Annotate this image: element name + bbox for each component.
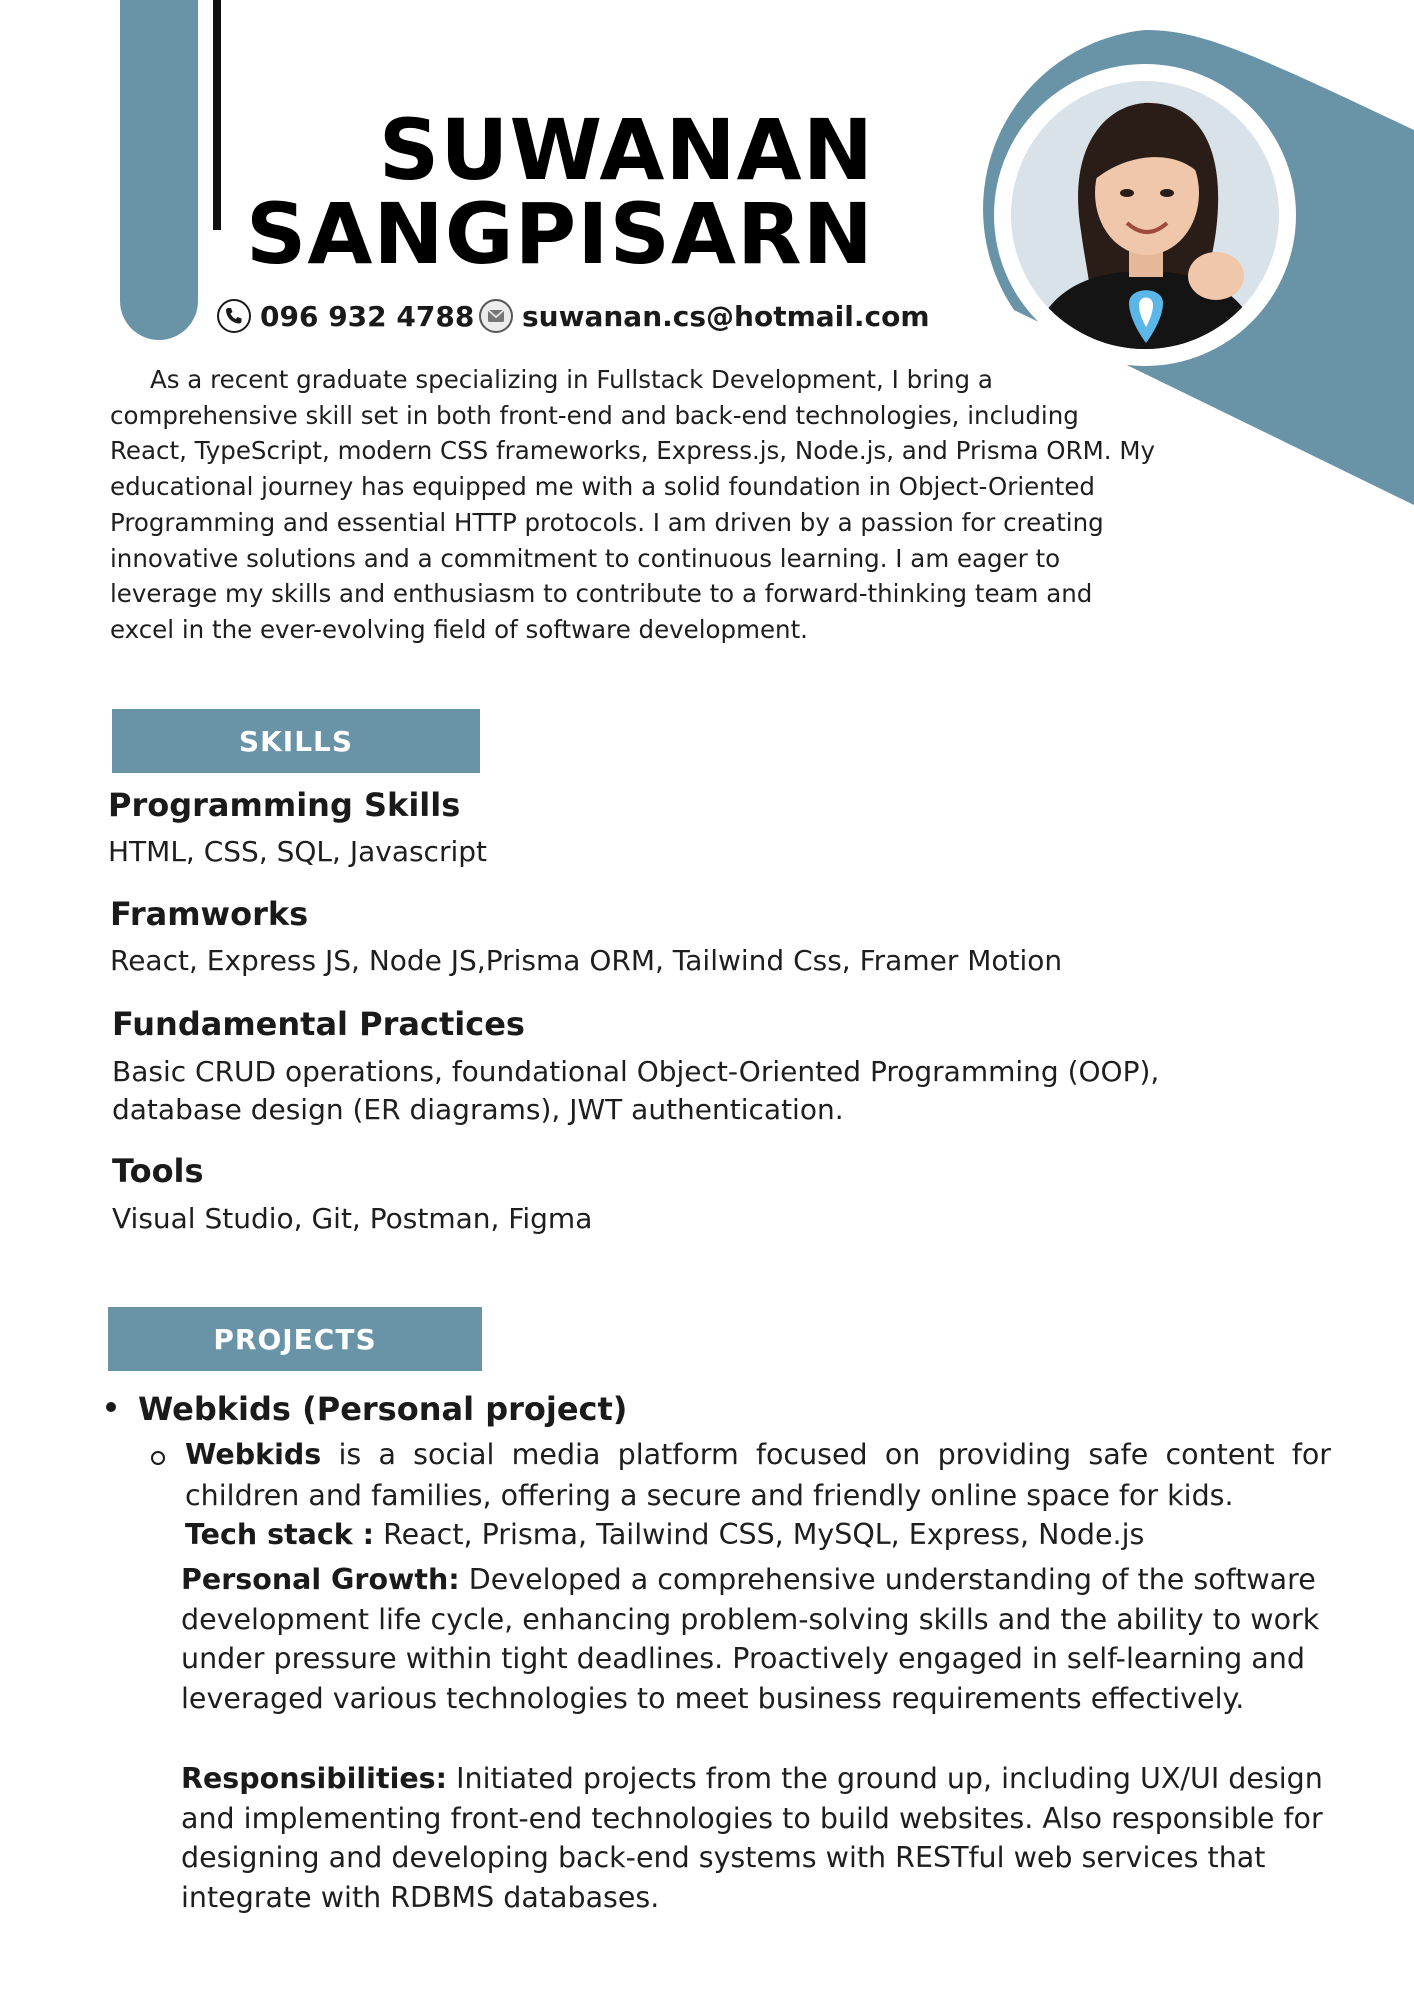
growth-label: Personal Growth: [181,1563,460,1596]
phone-number: 096 932 4788 [260,299,475,333]
contact-email[interactable] [478,296,930,336]
first-name: SUWANAN [378,101,874,199]
skill-title-programming: Programming Skills [108,786,461,824]
responsibilities-text: Initiated projects from the ground up, including UX/UI design and implementing front-end technologies to build websites. Also responsible for designing and developing back-end systems with RESTful web services that integrate with RDBMS databases. [181,1762,1323,1914]
contact-phone[interactable] [216,296,474,336]
growth-text: Developed a comprehensive understanding of the software development life cycle, enhancing problem-solving skills and the ability to work under pressure within tight deadlines. Proactively engaged in self-learning and leveraged various technologies to meet business requirements effectively. [181,1563,1320,1715]
skills-section-header: SKILLS [112,709,480,773]
skill-text-frameworks: React, Express JS, Node JS,Prisma ORM, Tailwind Css, Framer Motion [110,944,1063,977]
project-description [185,1434,1331,1516]
profile-photo [1011,81,1279,349]
skill-text-programming: HTML, CSS, SQL, Javascript [108,835,487,868]
last-name: SANGPISARN [245,185,874,283]
skill-text-tools: Visual Studio, Git, Postman, Figma [112,1202,593,1235]
project-responsibilities [181,1759,1331,1917]
project-description-text: is a social media platform focused on providing safe content for children and families, offering a secure and friendly online space for kids. [185,1438,1332,1512]
tech-stack-label: Tech stack : [185,1518,375,1551]
tech-stack-text: React, Prisma, Tailwind CSS, MySQL, Express, Node.js [383,1518,1145,1551]
project-title-text: Webkids (Personal project) [138,1390,628,1428]
projects-section-header: PROJECTS [108,1307,482,1371]
project-tech-stack [185,1518,1144,1551]
responsibilities-label: Responsibilities: [181,1762,448,1795]
full-name [245,101,874,283]
skill-title-frameworks: Framworks [110,895,309,933]
mail-icon [478,298,514,334]
skill-title-fundamentals: Fundamental Practices [112,1005,525,1043]
project-name: Webkids [185,1438,322,1471]
project-personal-growth [181,1560,1331,1718]
skill-title-tools: Tools [112,1152,204,1190]
project-title [106,1390,627,1428]
bullet-circle [151,1451,165,1465]
bullet-dot [106,1402,116,1412]
skill-text-fundamentals: Basic CRUD operations, foundational Object-Oriented Programming (OOP), database design (ER diagrams), JWT authentication. [112,1055,1160,1126]
email-address: suwanan.cs@hotmail.com [522,299,930,333]
phone-icon [216,298,252,334]
summary-paragraph: As a recent graduate specializing in Fullstack Development, I bring a comprehensive skill set in both front-end and back-end technologies, including React, TypeScript, modern CSS frameworks, Express.js, Node.js, and Prisma ORM. My educational journey has equipped me with a solid foundation in Object-Oriented Programming and essential HTTP protocols. I am driven by a passion for creating innovative solutions and a commitment to continuous learning. I am eager to leverage my skills and enthusiasm to contribute to a forward-thinking team and excel in the ever-evolving field of software development. [110,365,1155,644]
